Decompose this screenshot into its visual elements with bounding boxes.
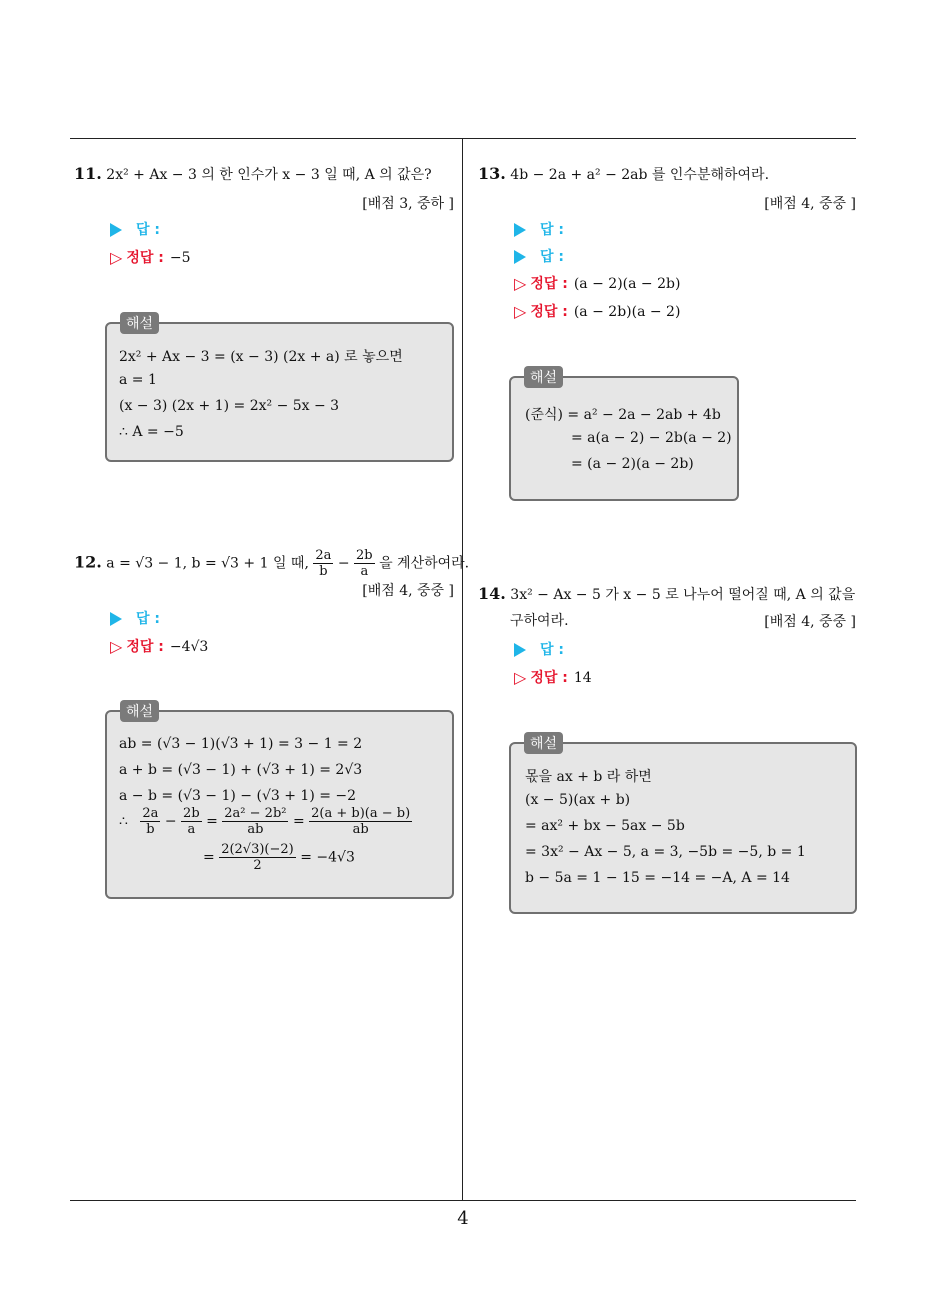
fraction: $\frac{2a}{b}$: [142, 806, 159, 837]
answer-label: 답 :: [136, 222, 160, 238]
question-number: 12.: [74, 552, 102, 572]
solution-line: = ax² + bx − 5ax − 5b: [525, 818, 685, 834]
solution-tag: 해설: [120, 312, 159, 334]
fraction: $\frac{2b}{a}$: [356, 548, 373, 579]
top-rule: [70, 138, 856, 139]
bottom-rule: [70, 1200, 856, 1201]
answer-label: 답 :: [540, 642, 564, 658]
question-number: 13.: [478, 164, 506, 183]
solution-box: [105, 710, 454, 899]
outline-triangle-icon: ▷: [514, 302, 527, 321]
question-12: 12. a = √3 − 1, b = √3 + 1 일 때, $\frac{2a}{b}$ − $\frac{2b}{a}$ 을 계산하여라.: [74, 548, 470, 579]
answer-label: 답 :: [540, 249, 564, 265]
question-13: [478, 163, 858, 186]
correct-answer-row: [110, 248, 190, 268]
filled-triangle-icon: [514, 250, 526, 264]
outline-triangle-icon: ▷: [514, 274, 527, 293]
answer-row: [514, 640, 564, 660]
solution-line: = 3x² − Ax − 5, a = 3, −5b = −5, b = 1: [525, 844, 806, 860]
question-text: 2x² + Ax − 3 의 한 인수가 x − 3 일 때, A 의 값은?: [106, 167, 432, 183]
solution-line: b − 5a = 1 − 15 = −14 = −A, A = 14: [525, 870, 790, 886]
correct-label: 정답 :: [530, 304, 568, 320]
correct-value: −4√3: [169, 639, 209, 655]
solution-line: ∴ $\frac{2a}{b}$ − $\frac{2b}{a}$ = $\frac{\text{2a² − 2b²}}{ab}$ = $\frac{2(a + b)(a - b)}{ab}$: [119, 806, 411, 837]
fraction: $\frac{2b}{a}$: [183, 806, 200, 837]
filled-triangle-icon: [110, 223, 122, 237]
solution-line: (x − 3) (2x + 1) = 2x² − 5x − 3: [119, 398, 340, 414]
answer-row: [110, 220, 160, 240]
question-text-line2: 구하여라.: [510, 613, 569, 629]
outline-triangle-icon: ▷: [110, 637, 123, 656]
correct-value: −5: [169, 250, 191, 266]
question-meta: [배점 4, 중중 ]: [764, 614, 856, 630]
solution-box: [105, 322, 454, 462]
answer-row: [514, 247, 564, 267]
answer-label: 답 :: [136, 611, 160, 627]
question-text: 3x² − Ax − 5 가 x − 5 로 나누어 떨어질 때, A 의 값을: [510, 587, 856, 603]
solution-line: a = 1: [119, 372, 157, 388]
outline-triangle-icon: ▷: [110, 248, 123, 267]
solution-line: = $\frac{2(2√3)(-2)}{2}$ = −4√3: [203, 842, 355, 873]
solution-line: a + b = (√3 − 1) + (√3 + 1) = 2√3: [119, 762, 363, 778]
correct-answer-row: [514, 274, 680, 294]
solution-line: 몫을 ax + b 라 하면: [525, 769, 652, 785]
question-meta: [배점 4, 중중 ]: [362, 583, 454, 599]
answer-row: [514, 220, 564, 240]
question-text: 4b − 2a + a² − 2ab 를 인수분해하여라.: [510, 167, 770, 183]
solution-line: (x − 5)(ax + b): [525, 792, 631, 808]
fraction: $\frac{2(a + b)(a - b)}{ab}$: [311, 806, 411, 837]
question-text-pre: a = √3 − 1, b = √3 + 1 일 때,: [106, 555, 309, 572]
correct-answer-row: [110, 637, 208, 657]
fraction: $\frac{2(2√3)(-2)}{2}$: [221, 842, 294, 873]
correct-answer-row: [514, 668, 592, 688]
correct-label: 정답 :: [530, 276, 568, 292]
question-text-post: 을 계산하여라.: [379, 555, 470, 572]
solution-line: = (a − 2)(a − 2b): [571, 456, 694, 472]
outline-triangle-icon: ▷: [514, 668, 527, 687]
correct-label: 정답 :: [126, 250, 164, 266]
solution-line: ab = (√3 − 1)(√3 + 1) = 3 − 1 = 2: [119, 736, 363, 752]
solution-tag: 해설: [120, 700, 159, 722]
question-number: 14.: [478, 584, 506, 603]
question-meta: [배점 4, 중중 ]: [764, 196, 856, 212]
filled-triangle-icon: [110, 612, 122, 626]
question-meta: [배점 3, 중하 ]: [362, 196, 454, 212]
question-14: [478, 583, 862, 606]
solution-tag: 해설: [524, 732, 563, 754]
answer-label: 답 :: [540, 222, 564, 238]
solution-line: ∴ A = −5: [119, 424, 184, 440]
filled-triangle-icon: [514, 643, 526, 657]
page-number: 4: [457, 1208, 469, 1229]
solution-line: 2x² + Ax − 3 = (x − 3) (2x + a) 로 놓으면: [119, 349, 403, 365]
correct-value: (a − 2b)(a − 2): [573, 304, 681, 320]
question-11: [74, 163, 458, 186]
fraction: $\frac{\text{2a² − 2b²}}{ab}$: [224, 806, 287, 837]
question-number: 11.: [74, 164, 102, 183]
solution-line: a − b = (√3 − 1) − (√3 + 1) = −2: [119, 788, 357, 804]
answer-row: [110, 609, 160, 629]
solution-line: (준식) = a² − 2a − 2ab + 4b: [525, 407, 721, 423]
correct-value: 14: [573, 670, 592, 686]
column-divider: [462, 139, 463, 1201]
solution-line: = a(a − 2) − 2b(a − 2): [571, 430, 732, 446]
correct-answer-row: [514, 302, 680, 322]
correct-label: 정답 :: [126, 639, 164, 655]
fraction: $\frac{2a}{b}$: [315, 548, 332, 579]
solution-tag: 해설: [524, 366, 563, 388]
correct-label: 정답 :: [530, 670, 568, 686]
solution-box: [509, 742, 857, 914]
correct-value: (a − 2)(a − 2b): [573, 276, 681, 292]
solution-box: [509, 376, 739, 501]
filled-triangle-icon: [514, 223, 526, 237]
